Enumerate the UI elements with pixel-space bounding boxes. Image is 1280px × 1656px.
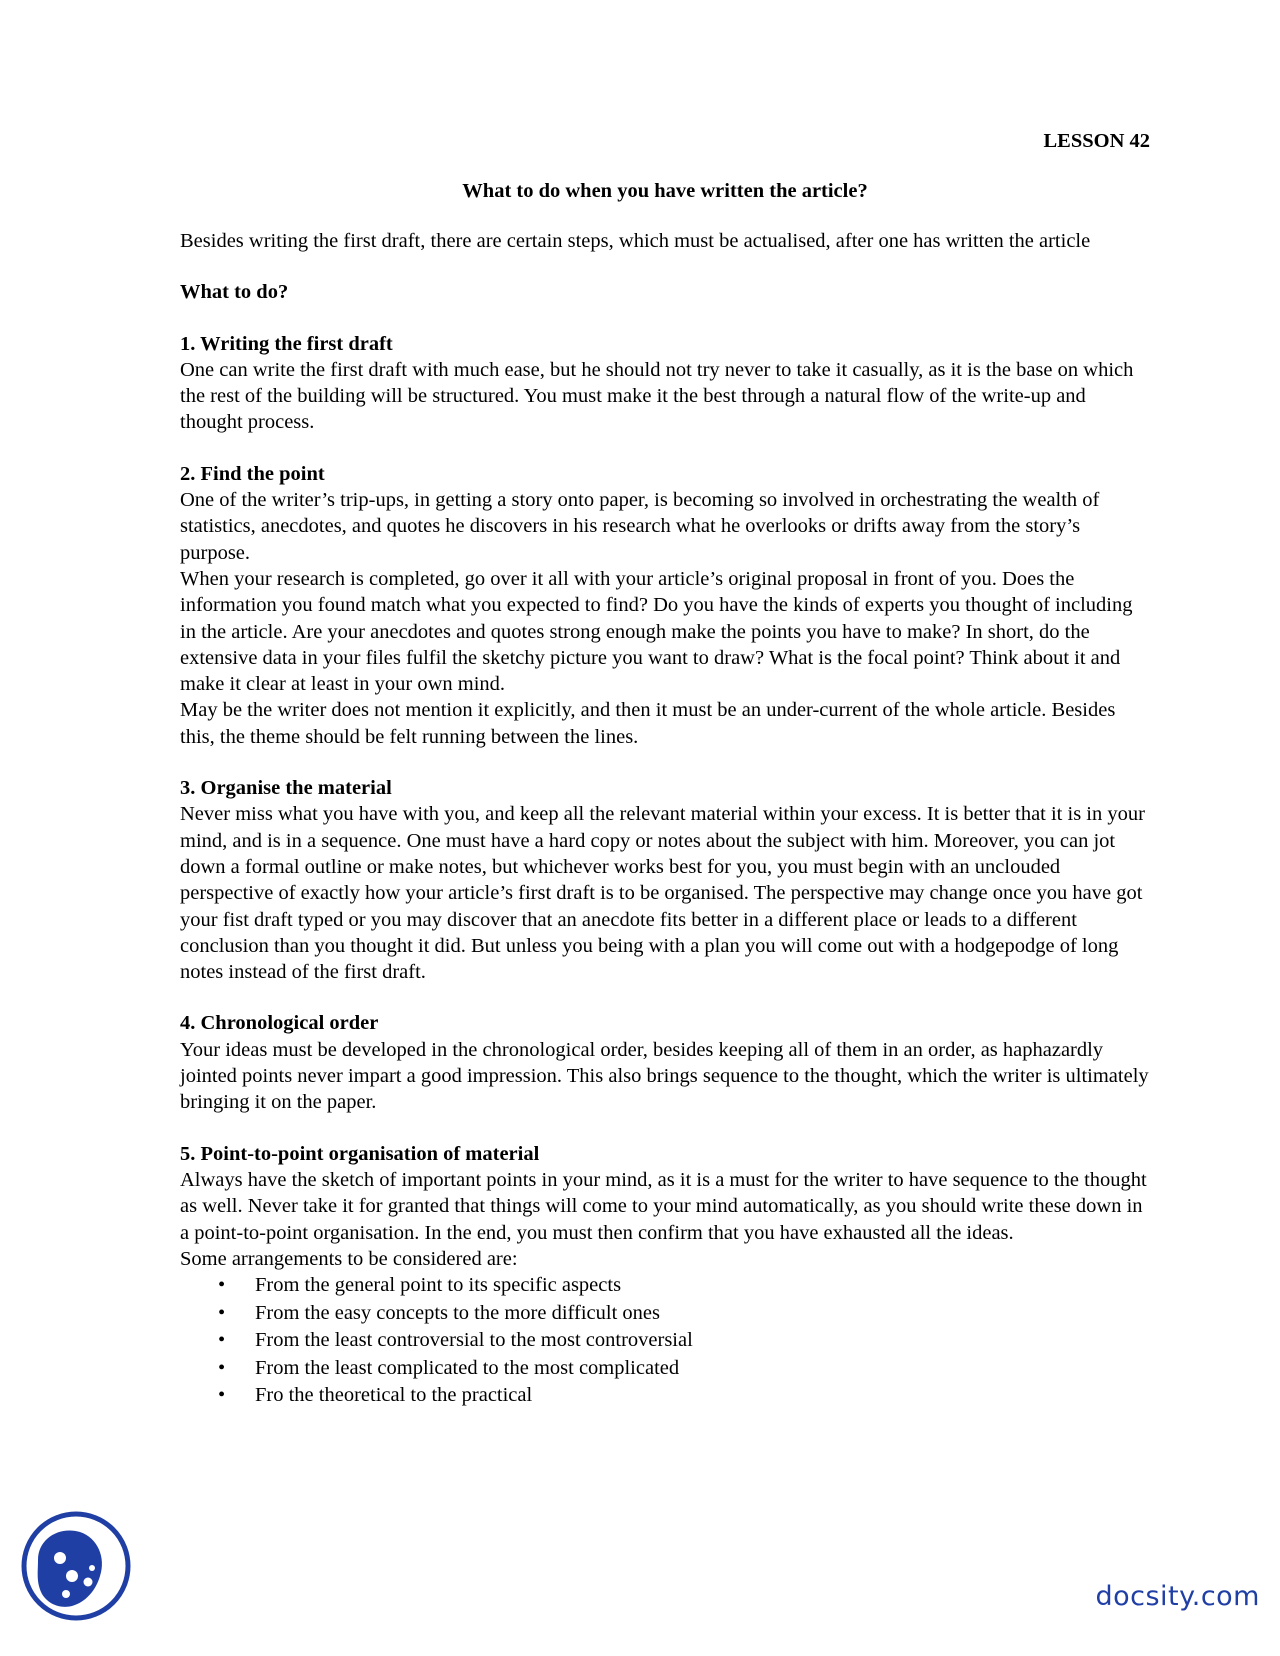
section-paragraph: May be the writer does not mention it explicitly, and then it must be an under-current of the whole article. Besides this, the theme should be felt running between the lines. [180,699,1116,748]
list-item-text: From the easy concepts to the more difficult ones [255,1301,660,1324]
section-paragraph: One of the writer’s trip-ups, in getting a story onto paper, is becoming so involved in orchestrating the wealth of statistics, anecdotes, and quotes he discovers in his research what he overlooks or drifts away from the story’s purpose. [180,489,1100,564]
section-heading: 5. Point-to-point organisation of material [180,1142,540,1165]
section-paragraph: Always have the sketch of important points in your mind, as it is a must for the writer to have sequence to the thought as well. Never take it for granted that things will come to your mind automatically, as you should write these down in a point-to-point organisation. In the end, you must then confirm that you have exhausted all the ideas. [180,1168,1147,1244]
brand-watermark[interactable]: docsity.com [1095,1581,1260,1612]
section-paragraph: One can write the first draft with much ease, but he should not try never to take it casually, as it is the base on which the rest of the building will be structured. You must make it the best through a natural flow of the write-up and thought process. [180,358,1134,434]
bullet-icon: • [218,1329,226,1352]
section-heading: 3. Organise the material [180,777,392,800]
section-heading: 1. Writing the first draft [180,332,393,355]
list-item-text: From the least complicated to the most complicated [255,1356,680,1379]
section-paragraph: Your ideas must be developed in the chronological order, besides keeping all of them in an order, as haphazardly jointed points never impart a good impression. This also brings sequence to the thought, which the writer is ultimately bringing it on the paper. [180,1038,1149,1114]
section-paragraph: When your research is completed, go over it all with your article’s original proposal in front of you. Does the information you found match what you expected to find? Do you have the kinds of experts you thought of including in the article. Are your anecdotes and quotes strong enough make the points you have to make? In short, do the extensive data in your files fulfil the sketchy picture you want to draw? What is the focal point? Think about it and make it clear at least in your own mind. [180,567,1133,696]
list-item [180,1327,1150,1355]
section-heading: 2. Find the point [180,462,325,485]
list-item [180,1355,1150,1383]
arrangements-list [180,1272,1150,1410]
section-writing-first-draft [180,331,1150,436]
lesson-number: LESSON 42 [1043,130,1150,152]
section-organise-material [180,775,1150,985]
section-paragraph: Some arrangements to be considered are: [180,1247,518,1270]
list-item [180,1272,1150,1300]
what-to-do-heading: What to do? [180,281,289,304]
section-find-the-point [180,461,1150,750]
bullet-icon: • [218,1356,226,1379]
intro-paragraph: Besides writing the first draft, there are certain steps, which must be actualised, after one has written the article [180,230,1091,252]
list-item-text: From the least controversial to the most controversial [255,1329,693,1352]
section-chronological-order [180,1010,1150,1115]
document-page [180,128,1150,1435]
bullet-icon: • [218,1301,226,1324]
bullet-icon: • [218,1384,226,1407]
list-item [180,1382,1150,1410]
section-heading: 4. Chronological order [180,1012,379,1035]
section-point-to-point [180,1141,1150,1410]
document-title: What to do when you have written the article? [462,180,868,202]
list-item-text: Fro the theoretical to the practical [255,1384,533,1407]
docsity-logo-icon[interactable] [20,1510,132,1622]
list-item-text: From the general point to its specific aspects [255,1274,622,1297]
list-item [180,1300,1150,1328]
bullet-icon: • [218,1274,226,1297]
section-paragraph: Never miss what you have with you, and keep all the relevant material within your excess. It is better that it is in your mind, and is in a sequence. One must have a hard copy or notes about the subject with him. Moreover, you can jot down a formal outline or make notes, but whichever works best for you, you must begin with an unclouded perspective of exactly how your article’s first draft is to be organised. The perspective may change once you have got your fist draft typed or you may discover that an anecdote fits better in a different place or leads to a different conclusion than you thought it did. But unless you being with a plan you will come out with a hodgepodge of long notes instead of the first draft. [180,803,1145,984]
